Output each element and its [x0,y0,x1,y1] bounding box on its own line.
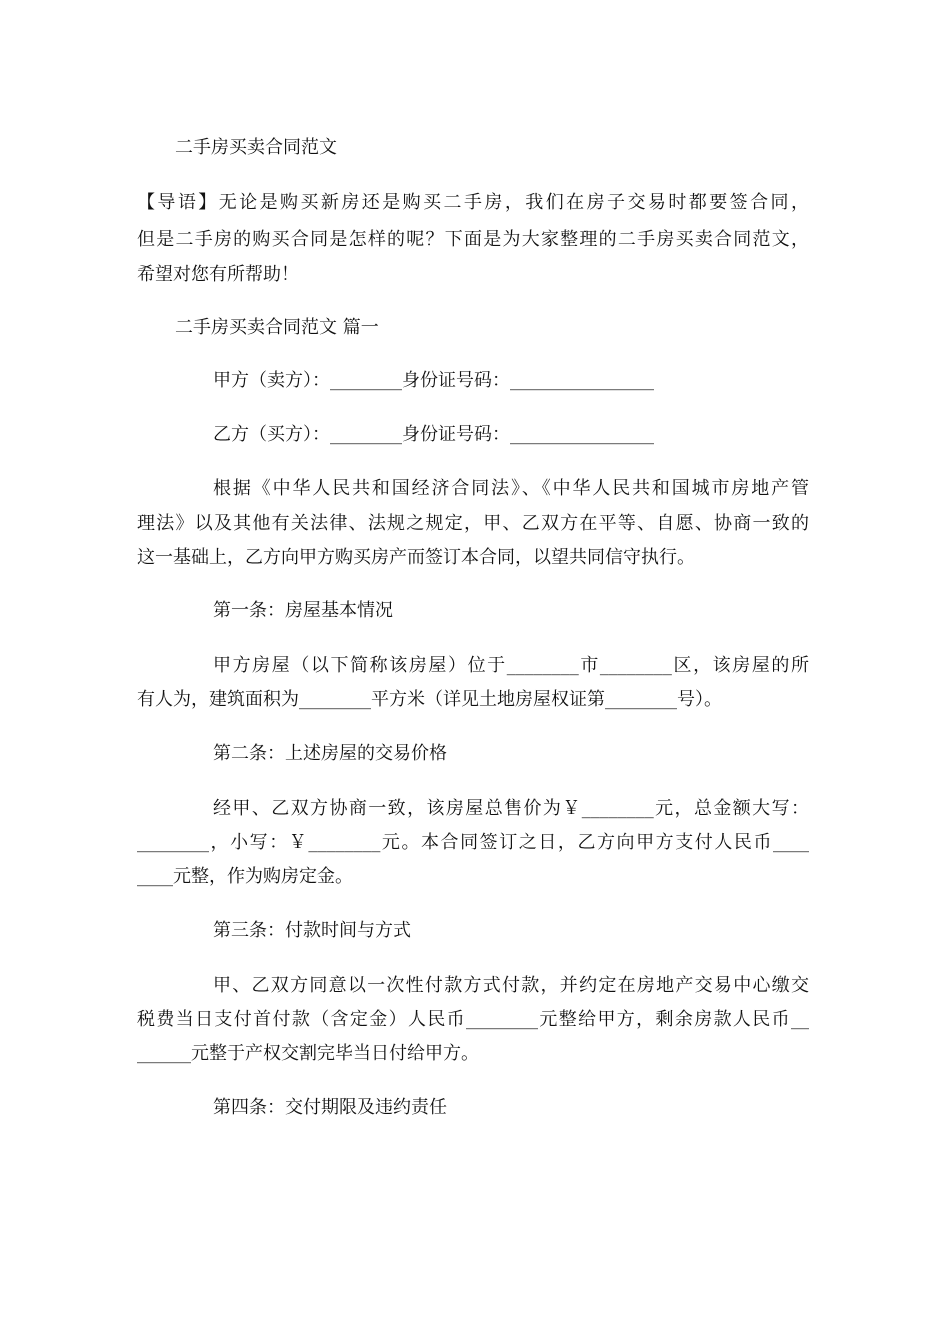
preamble-line-2: 理法》以及其他有关法律、法规之规定，甲、乙双方在平等、自愿、协商一致的 [137,513,809,534]
article-1-line-1: 甲方房屋（以下简称该房屋）位于________市________区，该房屋的所 [213,655,809,676]
article-1-title: 第一条：房屋基本情况 [213,600,393,621]
intro-line-1: 【导语】无论是购买新房还是购买二手房，我们在房子交易时都要签合同， [137,192,809,213]
article-4-title: 第四条：交付期限及违约责任 [213,1097,447,1118]
article-1-line-2: 有人为，建筑面积为________平方米（详见土地房屋权证第________号）。 [137,689,722,710]
article-2-line-1: 经甲、乙双方协商一致，该房屋总售价为￥________元，总金额大写： [213,798,809,819]
article-3-line-1: 甲、乙双方同意以一次性付款方式付款，并约定在房地产交易中心缴交 [213,975,809,996]
article-3-title: 第三条：付款时间与方式 [213,920,411,941]
article-3-line-3: ______元整于产权交割完毕当日付给甲方。 [137,1043,479,1064]
document-title: 二手房买卖合同范文 [175,137,337,158]
article-2-title: 第二条：上述房屋的交易价格 [213,743,447,764]
intro-line-3: 希望对您有所帮助！ [137,264,299,285]
intro-line-2: 但是二手房的购买合同是怎样的呢？下面是为大家整理的二手房买卖合同范文， [137,229,809,250]
party-b-line: 乙方（买方）：________身份证号码：________________ [213,424,654,445]
preamble-line-1: 根据《中华人民共和国经济合同法》、《中华人民共和国城市房地产管 [213,478,809,499]
section-title: 二手房买卖合同范文 篇一 [175,317,379,338]
article-2-line-3: ____元整，作为购房定金。 [137,866,353,887]
article-3-line-2: 税费当日支付首付款（含定金）人民币________元整给甲方，剩余房款人民币__ [137,1009,809,1030]
party-a-line: 甲方（卖方）：________身份证号码：________________ [213,370,654,391]
preamble-line-3: 这一基础上，乙方向甲方购买房产而签订本合同，以望共同信守执行。 [137,547,695,568]
article-2-line-2: ________，小写：￥________元。本合同签订之日，乙方向甲方支付人民币____ [137,832,809,853]
